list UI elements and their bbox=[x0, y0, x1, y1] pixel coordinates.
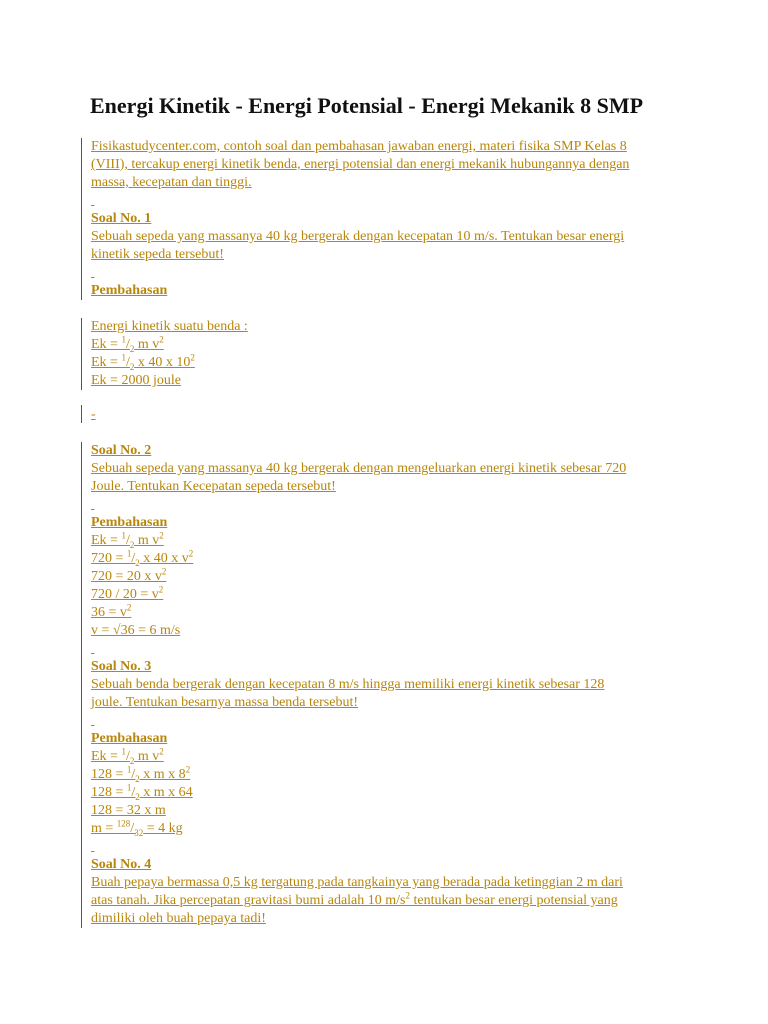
solution-line[interactable]: Energi kinetik suatu benda : bbox=[91, 319, 248, 334]
equation-line[interactable]: $720 = ^1/_2$ x 40 x $v^2$ bbox=[91, 548, 194, 568]
separator-block bbox=[81, 405, 96, 423]
separator-dash[interactable]: - bbox=[91, 407, 96, 422]
equation-line[interactable]: Ek = 2000 joule bbox=[91, 373, 181, 388]
equation-line[interactable]: $720 / 20 = v^2$ bbox=[91, 584, 164, 602]
soal-3-heading[interactable]: Soal No. 3 bbox=[91, 659, 152, 674]
soal-1-question[interactable]: Sebuah sepeda yang massanya 40 kg bergerak dengan kecepatan 10 m/s. Tentukan besar energi bbox=[91, 229, 625, 244]
soal-3-question[interactable]: Sebuah benda bergerak dengan kecepatan 8 m/s hingga memiliki energi kinetik sebesar 128 bbox=[91, 677, 605, 692]
soal-1-question[interactable]: kinetik sepeda tersebut! bbox=[91, 247, 224, 262]
equation-line[interactable]: $128 = ^1/_2$ x m x $8^2$ bbox=[91, 764, 191, 784]
intro-block bbox=[81, 138, 629, 300]
soal-4-question[interactable]: dimiliki oleh buah pepaya tadi! bbox=[91, 911, 266, 926]
main-block bbox=[81, 442, 626, 928]
equation-line[interactable]: $Ek = ^1/_2$ x 40 x $10^2$ bbox=[91, 352, 195, 372]
soal-2-question[interactable]: Joule. Tentukan Kecepatan sepeda tersebut! bbox=[91, 479, 336, 494]
intro-line[interactable]: massa, kecepatan dan tinggi. bbox=[91, 175, 252, 190]
equation-line[interactable]: $Ek = ^1/_2$ m $v^2$ bbox=[91, 334, 164, 354]
question-text: atas tanah. Jika percepatan gravitasi bumi adalah 10 m/s bbox=[91, 893, 406, 908]
fraction-denominator: 32 bbox=[134, 827, 144, 838]
equation-line[interactable]: $36 = v^2$ bbox=[91, 602, 132, 620]
spacer bbox=[91, 640, 626, 658]
soal-3-question[interactable]: joule. Tentukan besarnya massa benda tersebut! bbox=[91, 695, 359, 710]
equation-text: 720 / 20 = v bbox=[91, 587, 159, 602]
soal-2-pembahasan-heading[interactable]: Pembahasan bbox=[91, 515, 168, 530]
soal-2-heading[interactable]: Soal No. 2 bbox=[91, 443, 152, 458]
spacer bbox=[91, 838, 626, 856]
intro-line[interactable]: (VIII), tercakup energi kinetik benda, energi potensial dan energi mekanik hubungannya dengan bbox=[91, 157, 630, 172]
fraction-numerator: 128 bbox=[116, 818, 131, 829]
spacer bbox=[91, 264, 629, 282]
equation-line[interactable]: $128 = ^1/_2$ x m x 64 bbox=[91, 782, 193, 802]
question-text: tentukan besar energi potensial yang bbox=[410, 893, 618, 908]
equation-line[interactable]: 720 = 20 x $v^2$ bbox=[91, 566, 167, 584]
soal-4-heading[interactable]: Soal No. 4 bbox=[91, 857, 152, 872]
soal-4-question[interactable]: Buah pepaya bermassa 0,5 kg tergatung pada tangkainya yang berada pada ketinggian 2 m dari bbox=[91, 875, 623, 890]
soal-2-question[interactable]: Sebuah sepeda yang massanya 40 kg bergerak dengan mengeluarkan energi kinetik sebesar 720 bbox=[91, 461, 627, 476]
spacer bbox=[91, 192, 629, 210]
equation-line[interactable]: 128 = 32 x m bbox=[91, 803, 166, 818]
soal-1-heading[interactable]: Soal No. 1 bbox=[91, 211, 152, 226]
equation-line[interactable]: $m = ^{128}/_{32} = 4$ kg bbox=[91, 818, 183, 838]
soal-4-question[interactable]: atas tanah. Jika percepatan gravitasi bumi adalah 10 $m/s^2$ tentukan besar energi potensial yang bbox=[91, 890, 618, 908]
spacer bbox=[91, 712, 626, 730]
soal-1-pembahasan-heading[interactable]: Pembahasan bbox=[91, 283, 168, 298]
equation-line[interactable]: $Ek = ^1/_2$ m $v^2$ bbox=[91, 530, 164, 550]
soal-1-solution bbox=[81, 318, 248, 390]
equation-line[interactable]: $Ek = ^1/_2$ m $v^2$ bbox=[91, 746, 164, 766]
page-title: Energi Kinetik - Energi Potensial - Energi Mekanik 8 SMP bbox=[90, 93, 644, 118]
intro-line[interactable]: Fisikastudycenter.com, contoh soal dan pembahasan jawaban energi, materi fisika SMP Kelas 8 bbox=[91, 139, 627, 154]
soal-3-pembahasan-heading[interactable]: Pembahasan bbox=[91, 731, 168, 746]
spacer bbox=[91, 496, 626, 514]
equation-text: = 4 kg bbox=[143, 821, 183, 836]
equation-line[interactable]: v = √36 = 6 m/s bbox=[91, 623, 181, 638]
